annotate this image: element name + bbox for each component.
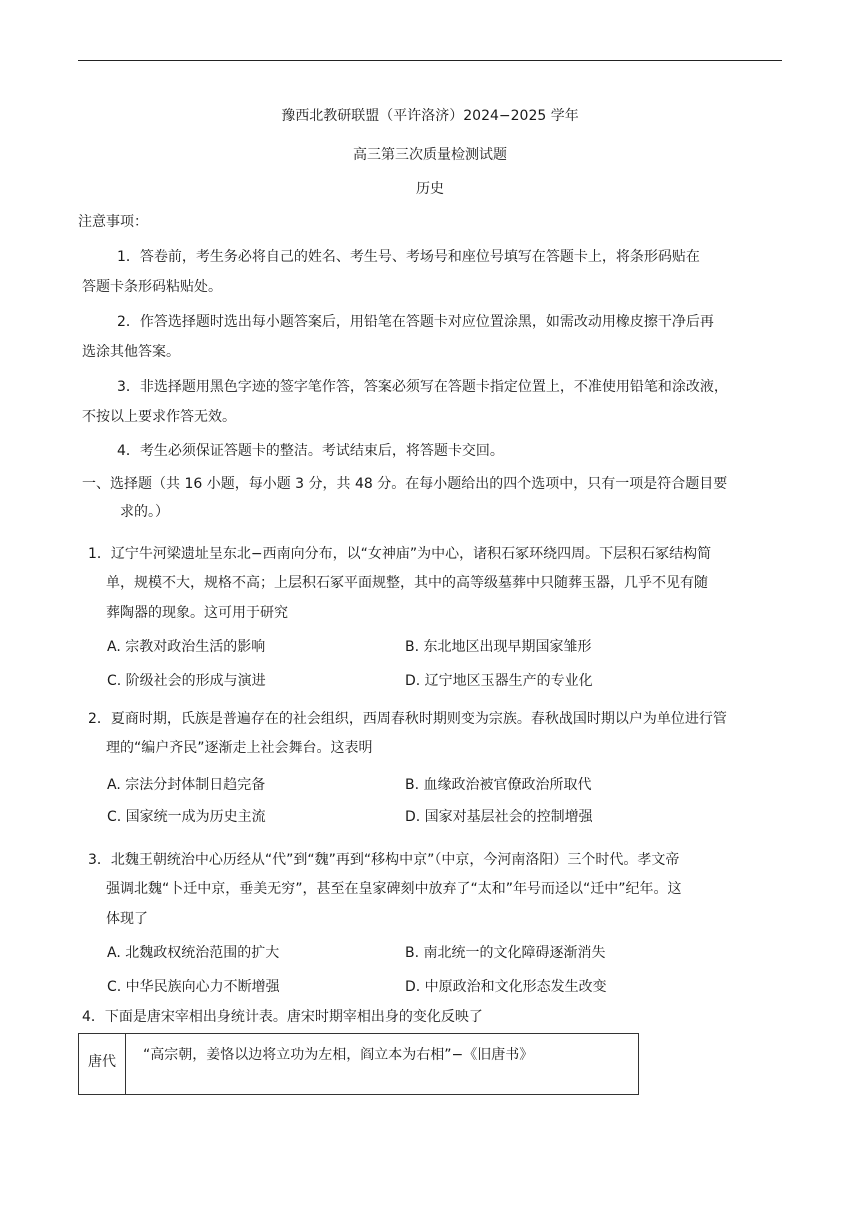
exam-title: 豫西北教研联盟（平许洛济）2024−2025 学年 [281, 108, 579, 124]
question-3-line-3: 体现了 [106, 911, 148, 927]
notice-heading: 注意事项： [78, 214, 148, 230]
table-column-divider [125, 1034, 126, 1094]
question-2-line-1: 2．夏商时期，氏族是普遍存在的社会组织，西周春秋时期则变为宗族。春秋战国时期以户为单位进行管 [88, 711, 727, 727]
question-1-option-d[interactable]: D. 辽宁地区玉器生产的专业化 [405, 673, 593, 689]
question-3-option-a[interactable]: A. 北魏政权统治范围的扩大 [107, 945, 280, 961]
table-cell-era: 唐代 [88, 1054, 116, 1070]
question-1-line-2: 单，规模不大，规格不高；上层积石冢平面规整，其中的高等级墓葬中只随葬玉器，几乎不见有随 [106, 575, 708, 591]
section-heading-line-1: 一、选择题（共 16 小题，每小题 3 分，共 48 分。在每小题给出的四个选项中，只有一项是符合题目要 [82, 476, 728, 492]
question-3-option-b[interactable]: B. 南北统一的文化障碍逐渐消失 [405, 945, 606, 961]
question-2-option-b[interactable]: B. 血缘政治被官僚政治所取代 [405, 777, 592, 793]
notice-item-2-line-2: 选涂其他答案。 [82, 344, 180, 360]
question-1-option-a[interactable]: A. 宗教对政治生活的影响 [107, 639, 266, 655]
table-cell-content: “高宗朝，姜恪以边将立功为左相，阎立本为右相”−《旧唐书》 [143, 1047, 534, 1063]
question-3-line-2: 强调北魏“卜迁中京，垂美无穷”，甚至在皇家碑刻中放弃了“太和”年号而迳以“迁中”纪年。这 [106, 881, 682, 897]
notice-item-4-line-1: 4．考生必须保证答题卡的整洁。考试结束后，将答题卡交回。 [117, 443, 504, 459]
section-heading-line-2: 求的。） [120, 504, 169, 520]
question-2-option-a[interactable]: A. 宗法分封体制日趋完备 [107, 777, 266, 793]
question-3-option-d[interactable]: D. 中原政治和文化形态发生改变 [405, 979, 607, 995]
question-1-line-3: 葬陶器的现象。这可用于研究 [106, 605, 288, 621]
notice-item-1-line-1: 1．答卷前，考生务必将自己的姓名、考生号、考场号和座位号填写在答题卡上，将条形码贴在 [117, 249, 700, 265]
question-1-line-1: 1．辽宁牛河梁遗址呈东北−西南向分布，以“女神庙”为中心，诸积石冢环绕四周。下层积石冢结构简 [88, 546, 712, 562]
question-2-option-c[interactable]: C. 国家统一成为历史主流 [107, 809, 266, 825]
notice-item-2-line-1: 2．作答选择题时选出每小题答案后，用铅笔在答题卡对应位置涂黑，如需改动用橡皮擦干净后再 [117, 314, 714, 330]
question-2-line-2: 理的“编户齐民”逐渐走上社会舞台。这表明 [106, 740, 373, 756]
header-rule [78, 60, 782, 61]
question-4-line-1: 4．下面是唐宋宰相出身统计表。唐宋时期宰相出身的变化反映了 [82, 1009, 483, 1025]
question-1-option-b[interactable]: B. 东北地区出现早期国家雏形 [405, 639, 592, 655]
question-2-option-d[interactable]: D. 国家对基层社会的控制增强 [405, 809, 593, 825]
notice-item-3-line-1: 3．非选择题用黑色字迹的签字笔作答，答案必须写在答题卡指定位置上，不准使用铅笔和涂改液， [117, 379, 728, 395]
question-1-option-c[interactable]: C. 阶级社会的形成与演进 [107, 673, 266, 689]
exam-subtitle: 高三第三次质量检测试题 [353, 147, 507, 163]
question-3-option-c[interactable]: C. 中华民族向心力不断增强 [107, 979, 280, 995]
chancellor-origin-table [78, 1033, 639, 1095]
notice-item-3-line-2: 不按以上要求作答无效。 [82, 409, 236, 425]
subject-title: 历史 [416, 181, 444, 197]
notice-item-1-line-2: 答题卡条形码粘贴处。 [82, 279, 222, 295]
question-3-line-1: 3．北魏王朝统治中心历经从“代”到“魏”再到“移构中京”（中京，今河南洛阳）三个时代。孝文帝 [88, 852, 680, 868]
